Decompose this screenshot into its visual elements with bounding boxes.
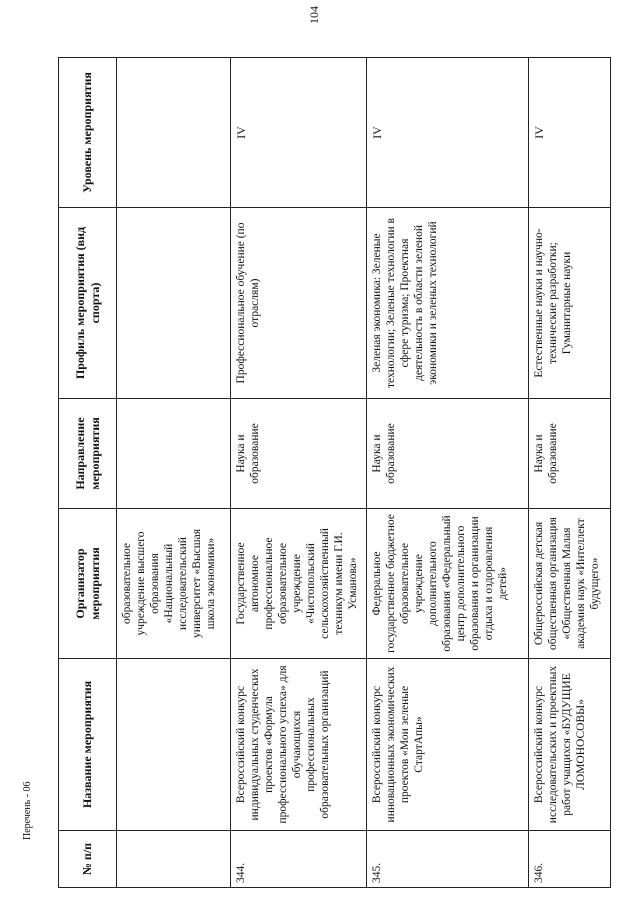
cell-organizer: Федеральное государственное бюджетное образовательное учреждение дополнительного образования «Федеральный центр дополнительного образования и организации отдыха и оздоровления детей» xyxy=(367,509,529,659)
cell-number: 345. xyxy=(367,831,529,888)
cell-name: Всероссийский конкурс индивидуальных студенческих проектов «Формула профессионального успеха» для обучающихся профессиональных образовательных организаций xyxy=(231,659,367,831)
rotated-table-region xyxy=(58,58,610,888)
cell-organizer: образовательное учреждение высшего образования «Национальный исследовательский университет «Высшая школа экономики» xyxy=(117,509,231,659)
cell-number: 344. xyxy=(231,831,367,888)
header-number: № п/п xyxy=(59,831,117,888)
cell-number xyxy=(117,831,231,888)
table-row xyxy=(231,58,367,888)
header-name: Название мероприятия xyxy=(59,659,117,831)
header-level: Уровень мероприятия xyxy=(59,58,117,208)
table-row xyxy=(367,58,529,888)
document-footer: Перечень - 06 xyxy=(22,781,33,840)
cell-direction: Наука и образование xyxy=(231,399,367,509)
cell-organizer: Государственное автономное профессиональное образовательное учреждение «Чистопольский сельскохозяйственный техникум имени Г.И. Усманова» xyxy=(231,509,367,659)
cell-name xyxy=(117,659,231,831)
cell-profile: Естественные науки и научно-технические разработки; Гуманитарные науки xyxy=(529,208,611,399)
cell-level: IV xyxy=(529,58,611,208)
table-header-row xyxy=(59,58,117,888)
cell-number: 346. xyxy=(529,831,611,888)
table-row-continuation xyxy=(117,58,231,888)
header-direction: Направление мероприятия xyxy=(59,399,117,509)
cell-profile xyxy=(117,208,231,399)
page-number: 104 xyxy=(307,6,321,24)
header-organizer: Организатор мероприятия xyxy=(59,509,117,659)
cell-direction xyxy=(117,399,231,509)
cell-direction: Наука и образование xyxy=(529,399,611,509)
cell-level: IV xyxy=(367,58,529,208)
cell-profile: Зеленая экономика: Зеленые технологии; Зеленые технологии в сфере туризма; Проектная деятельность в области зеленой экономики и зеленых технологий xyxy=(367,208,529,399)
cell-level xyxy=(117,58,231,208)
cell-name: Всероссийский конкурс исследовательских и проектных работ учащихся «БУДУЩИЕ ЛОМОНОСОВЫ» xyxy=(529,659,611,831)
cell-organizer: Общероссийская детская общественная организация «Общественная Малая академия наук «Интеллект будущего» xyxy=(529,509,611,659)
table-row xyxy=(529,58,611,888)
cell-direction: Наука и образование xyxy=(367,399,529,509)
cell-profile: Профессиональное обучение (по отраслям) xyxy=(231,208,367,399)
events-table xyxy=(58,57,611,888)
cell-level: IV xyxy=(231,58,367,208)
cell-name: Всероссийский конкурс инновационных экономических проектов «Мои зеленые СтартАпы» xyxy=(367,659,529,831)
header-profile: Профиль мероприятия (вид спорта) xyxy=(59,208,117,399)
